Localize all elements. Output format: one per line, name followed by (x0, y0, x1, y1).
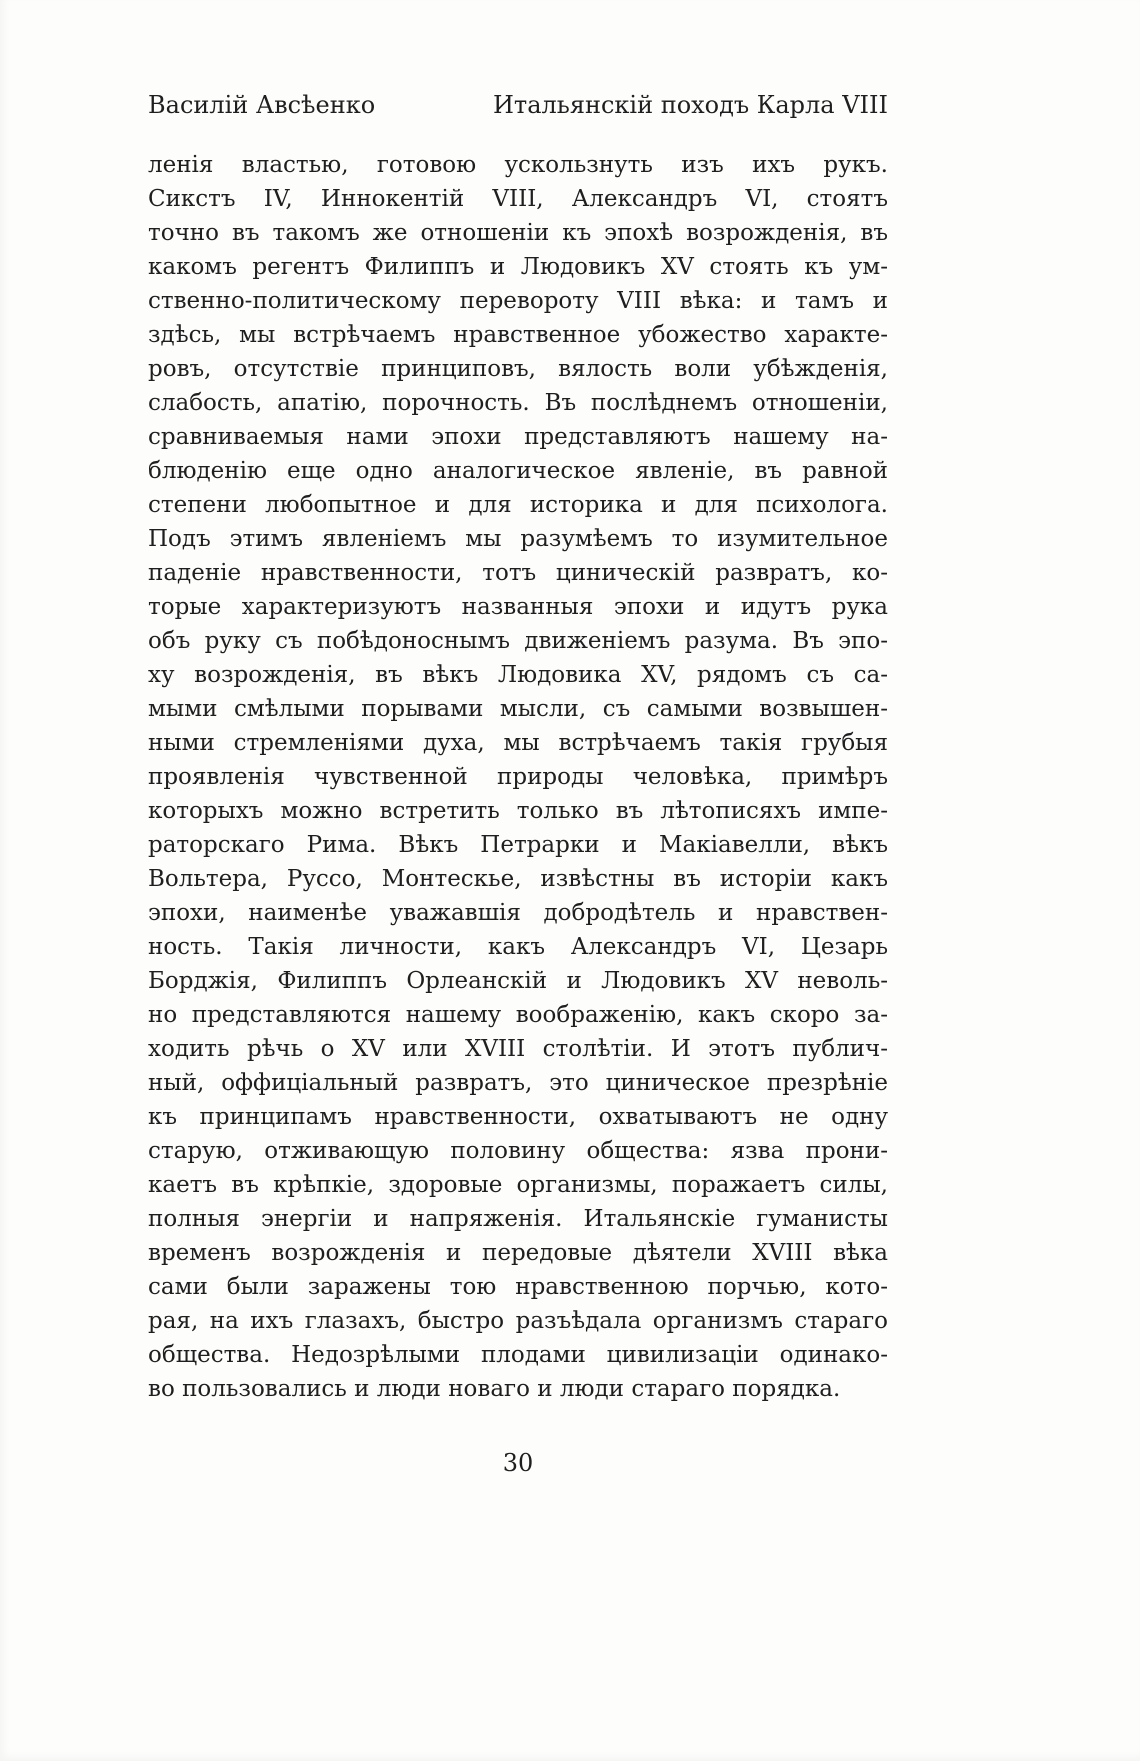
text-line: Сикстъ IV, Иннокентій VIII, Александръ VI, стоятъ (148, 186, 888, 212)
text-line: здѣсь, мы встрѣчаемъ нравственное убожество характе- (148, 322, 888, 348)
text-line: проявленія чувственной природы человѣка, примѣръ (148, 764, 888, 790)
text-line: общества. Недозрѣлыми плодами цивилизаціи одинако- (148, 1342, 888, 1368)
text-line: ху возрожденія, въ вѣкъ Людовика XV, рядомъ съ са- (148, 662, 888, 688)
text-line: Подъ этимъ явленіемъ мы разумѣемъ то изумительное (148, 526, 888, 552)
text-line: ходить рѣчь о XV или XVIII столѣтіи. И этотъ публич- (148, 1036, 888, 1062)
text-line: ность. Такія личности, какъ Александръ VI, Цезарь (148, 934, 888, 960)
text-line: слабость, апатію, порочность. Въ послѣднемъ отношеніи, (148, 390, 888, 416)
text-line: полныя энергіи и напряженія. Итальянскіе гуманисты (148, 1206, 888, 1232)
text-line: но представляются нашему воображенію, какъ скоро за- (148, 1002, 888, 1028)
text-line: объ руку съ побѣдоноснымъ движеніемъ разума. Въ эпо- (148, 628, 888, 654)
text-line: сравниваемыя нами эпохи представляютъ нашему на- (148, 424, 888, 450)
text-line: Вольтера, Руссо, Монтескье, извѣстны въ исторіи какъ (148, 866, 888, 892)
text-line: временъ возрожденія и передовые дѣятели XVIII вѣка (148, 1240, 888, 1266)
text-line: какомъ регентъ Филиппъ и Людовикъ XV стоять къ ум- (148, 254, 888, 280)
text-line: эпохи, наименѣе уважавшія добродѣтель и нравствен- (148, 900, 888, 926)
book-title: Итальянскій походъ Карла VIII (492, 91, 888, 119)
text-line: торые характеризуютъ названныя эпохи и идутъ рука (148, 594, 888, 620)
text-line: блюденію еще одно аналогическое явленіе, въ равной (148, 458, 888, 484)
body-text (148, 148, 888, 1406)
page-number: 30 (502, 1449, 534, 1477)
text-line: которыхъ можно встретить только въ лѣтописяхъ импе- (148, 798, 888, 824)
text-line: рая, на ихъ глазахъ, быстро разъѣдала организмъ стараго (148, 1308, 888, 1334)
text-line: старую, отживающую половину общества: язва прони- (148, 1138, 888, 1164)
text-line: каетъ въ крѣпкіе, здоровые организмы, поражаетъ силы, (148, 1172, 888, 1198)
text-line: раторскаго Рима. Вѣкъ Петрарки и Макіавелли, вѣкъ (148, 832, 888, 858)
text-line: ственно-политическому перевороту VIII вѣка: и тамъ и (148, 288, 888, 314)
text-line: ленія властью, готовою ускользнуть изъ ихъ рукъ. (148, 152, 888, 178)
text-line: ровъ, отсутствіе принциповъ, вялость воли убѣжденія, (148, 356, 888, 382)
text-line: паденіе нравственности, тотъ циническій развратъ, ко- (148, 560, 888, 586)
text-line: сами были заражены тою нравственною порчью, кото- (148, 1274, 888, 1300)
text-line: степени любопытное и для историка и для психолога. (148, 492, 888, 518)
text-line: ный, оффиціальный развратъ, это циническое презрѣніе (148, 1070, 888, 1096)
text-line: во пользовались и люди новаго и люди стараго порядка. (148, 1376, 841, 1402)
text-line: точно въ такомъ же отношеніи къ эпохѣ возрожденія, въ (148, 220, 888, 246)
page-header (148, 88, 888, 122)
text-line: къ принципамъ нравственности, охватываютъ не одну (148, 1104, 888, 1130)
author-name: Василій Авсѣенко (148, 91, 376, 119)
text-line: Борджія, Филиппъ Орлеанскій и Людовикъ XV неволь- (148, 968, 888, 994)
text-line: ными стремленіями духа, мы встрѣчаемъ такія грубыя (148, 730, 888, 756)
text-line: мыми смѣлыми порывами мысли, съ самыми возвышен- (148, 696, 888, 722)
